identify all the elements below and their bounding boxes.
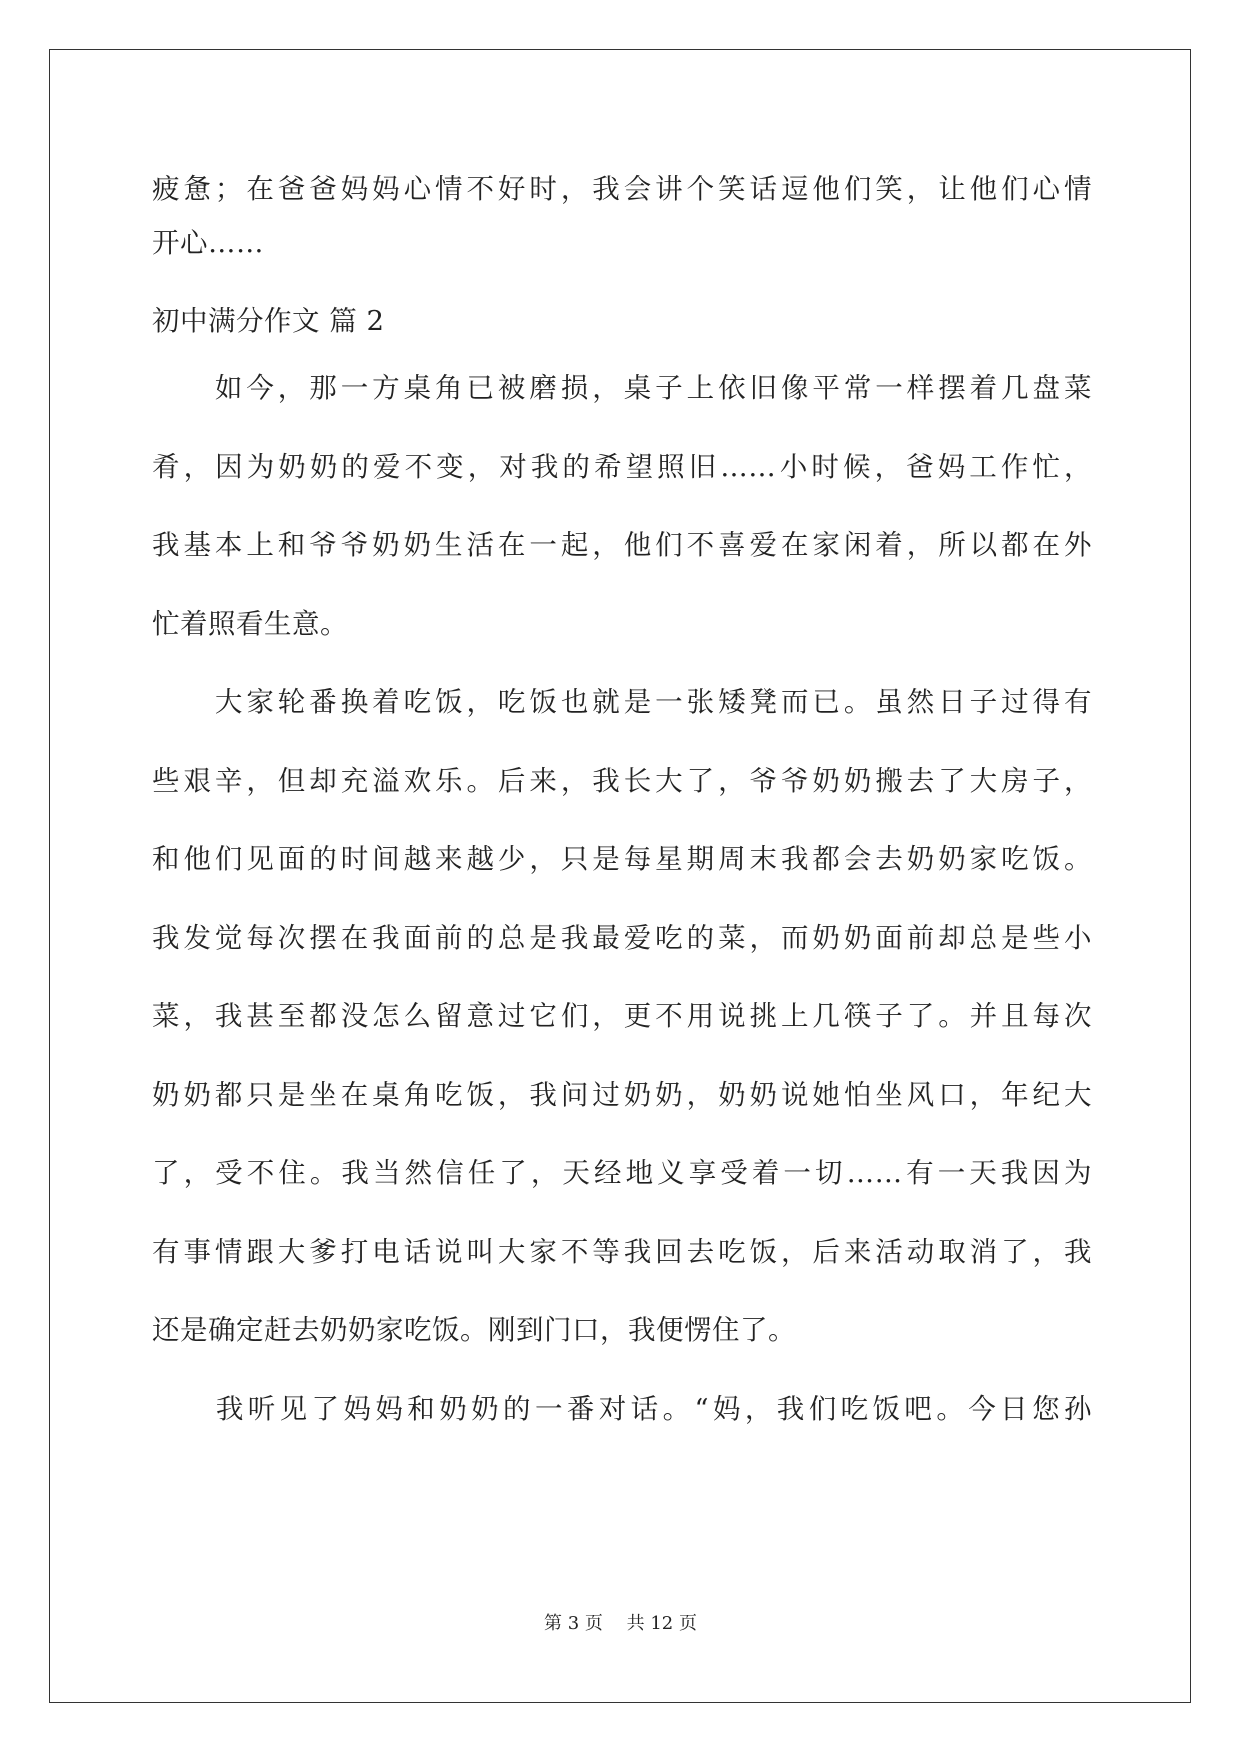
section-heading: 初中满分作文 篇 2 [152, 305, 385, 337]
text-line-6: 我基本上和爷爷奶奶生活在一起，他们不喜爱在家闲着，所以都在外 [152, 529, 1092, 561]
page-number-footer: 第 3 页 共 12 页 [544, 1613, 697, 1634]
text-line-1: 疲惫；在爸爸妈妈心情不好时，我会讲个笑话逗他们笑，让他们心情 [152, 173, 1092, 205]
text-line-15: 有事情跟大爹打电话说叫大家不等我回去吃饭，后来活动取消了，我 [152, 1236, 1092, 1268]
text-line-14: 了，受不住。我当然信任了，天经地义享受着一切……有一天我因为 [152, 1157, 1092, 1189]
text-line-7: 忙着照看生意。 [152, 608, 348, 640]
text-line-9: 些艰辛，但却充溢欢乐。后来，我长大了，爷爷奶奶搬去了大房子， [152, 765, 1092, 797]
text-line-11: 我发觉每次摆在我面前的总是我最爱吃的菜，而奶奶面前却总是些小 [152, 922, 1092, 954]
text-line-12: 菜，我甚至都没怎么留意过它们，更不用说挑上几筷子了。并且每次 [152, 1000, 1092, 1032]
text-line-2: 开心…… [152, 227, 264, 259]
text-line-13: 奶奶都只是坐在桌角吃饭，我问过奶奶，奶奶说她怕坐风口，年纪大 [152, 1079, 1092, 1111]
text-line-10: 和他们见面的时间越来越少，只是每星期周末我都会去奶奶家吃饭。 [152, 843, 1092, 875]
text-line-8: 大家轮番换着吃饭，吃饭也就是一张矮凳而已。虽然日子过得有 [152, 686, 1092, 718]
text-line-17: 我听见了妈妈和奶奶的一番对话。“妈，我们吃饭吧。今日您孙 [152, 1393, 1092, 1425]
text-line-16: 还是确定赶去奶奶家吃饭。刚到门口，我便愣住了。 [152, 1314, 796, 1346]
text-line-4: 如今，那一方桌角已被磨损，桌子上依旧像平常一样摆着几盘菜 [152, 372, 1092, 404]
text-line-5: 肴，因为奶奶的爱不变，对我的希望照旧……小时候，爸妈工作忙， [152, 451, 1092, 483]
